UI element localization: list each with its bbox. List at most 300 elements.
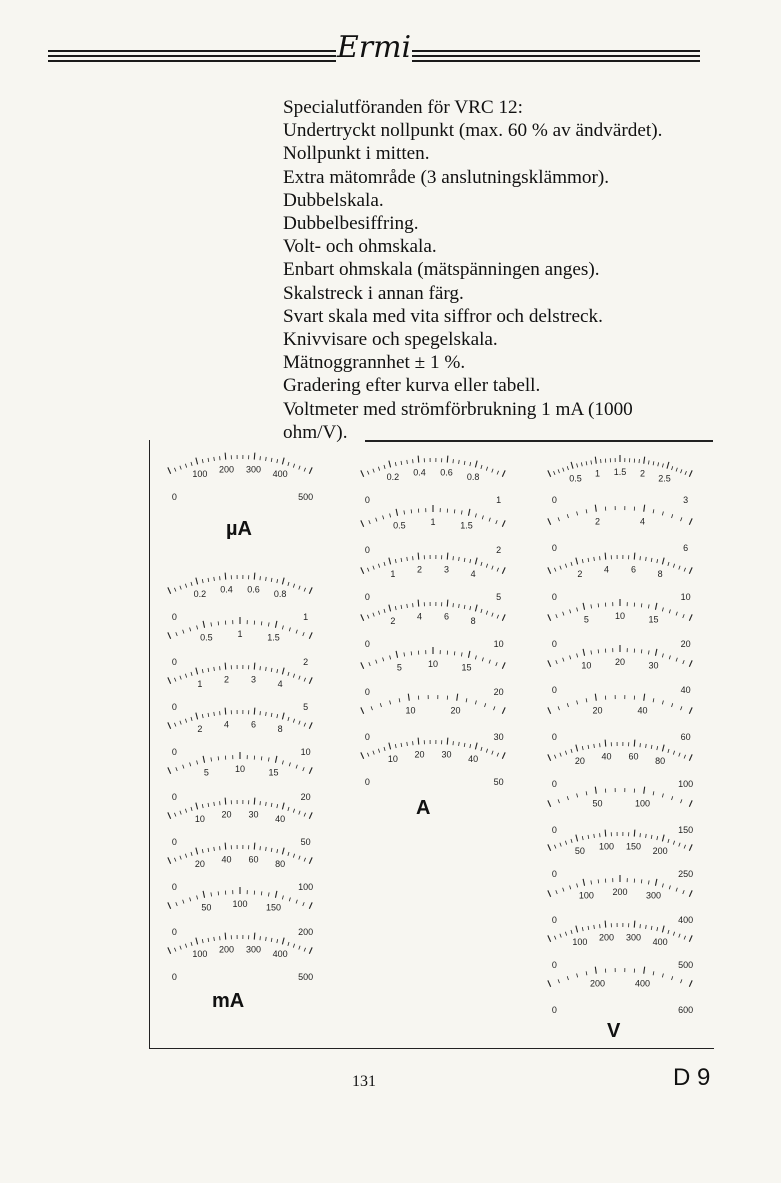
minor-tick — [558, 706, 559, 710]
minor-tick — [218, 756, 219, 760]
minor-tick — [591, 650, 592, 654]
major-tick — [583, 649, 584, 656]
spec-item: Enbart ohmskala (mätspänningen anges). — [283, 259, 600, 281]
major-tick — [548, 844, 551, 850]
major-tick — [275, 756, 276, 763]
scale-tick-label: 3 — [444, 564, 450, 575]
minor-tick — [662, 884, 663, 888]
scale-tick-label: 150 — [678, 824, 694, 835]
minor-tick — [594, 925, 595, 929]
major-tick — [418, 456, 419, 463]
scale-tick-label: 100 — [192, 469, 208, 480]
minor-tick — [668, 562, 669, 566]
minor-tick — [684, 755, 686, 759]
scale-amp-3 — [358, 592, 508, 649]
minor-tick — [588, 835, 589, 839]
major-tick — [389, 558, 391, 565]
scale-tick-label: 60 — [680, 731, 691, 742]
major-tick — [254, 453, 255, 460]
minor-tick — [482, 515, 483, 519]
scale-volt-3 — [545, 592, 695, 649]
major-tick — [548, 660, 551, 666]
scale-tick-label: 300 — [245, 944, 262, 955]
minor-tick — [475, 514, 476, 518]
minor-tick — [296, 630, 297, 634]
scale-tick-label: 50 — [201, 902, 212, 913]
minor-tick — [293, 464, 294, 468]
specs-title: Specialutföranden för VRC 12: — [283, 97, 523, 118]
major-tick — [389, 743, 391, 750]
minor-tick — [565, 932, 566, 936]
minor-tick — [648, 460, 649, 464]
minor-tick — [266, 712, 267, 716]
major-tick — [396, 509, 397, 516]
minor-tick — [180, 946, 181, 950]
scale-tick-label: 100 — [634, 798, 650, 809]
minor-tick — [571, 839, 572, 843]
spec-item: Nollpunkt i mitten. — [283, 143, 430, 165]
minor-tick — [191, 717, 192, 721]
scale-tick-label: 0 — [171, 971, 177, 982]
minor-tick — [554, 755, 556, 759]
scale-tick-label: 8 — [470, 616, 476, 627]
major-tick — [447, 738, 448, 745]
major-tick — [309, 632, 312, 638]
minor-tick — [669, 655, 670, 659]
minor-tick — [185, 584, 186, 588]
scale-tick-label: 200 — [298, 926, 314, 937]
minor-tick — [384, 747, 385, 751]
major-tick — [418, 600, 419, 607]
minor-tick — [673, 841, 674, 845]
scale-tick-label: 0.4 — [413, 467, 426, 478]
scale-tick-label: 400 — [678, 914, 694, 925]
minor-tick — [384, 609, 385, 613]
scale-tick-label: 50 — [592, 798, 603, 809]
scale-tick-label: 20 — [493, 686, 504, 697]
minor-tick — [470, 606, 471, 610]
scale-amp-2 — [358, 545, 508, 602]
scale-tick-label: 10 — [614, 611, 626, 621]
minor-tick — [454, 651, 455, 655]
unit-label-milliamp: mA — [212, 990, 245, 1012]
scale-tick-label: 60 — [628, 751, 639, 762]
scale-tick-label: 100 — [678, 778, 694, 789]
major-tick — [548, 800, 551, 806]
scale-tick-label: 20 — [414, 749, 425, 760]
major-tick — [309, 767, 312, 773]
scale-tick-label: 6 — [683, 542, 689, 553]
minor-tick — [304, 858, 306, 862]
minor-tick — [598, 649, 599, 653]
major-tick — [583, 603, 584, 610]
major-tick — [282, 848, 284, 855]
major-tick — [662, 745, 664, 752]
major-tick — [168, 902, 171, 908]
scale-tick-label: 1 — [197, 679, 203, 690]
minor-tick — [176, 632, 177, 636]
major-tick — [225, 843, 226, 850]
minor-tick — [277, 579, 278, 583]
minor-tick — [383, 515, 384, 519]
minor-tick — [411, 509, 412, 513]
scale-tick-label: 0 — [171, 746, 177, 757]
major-tick — [548, 890, 551, 896]
minor-tick — [567, 976, 568, 980]
minor-tick — [570, 609, 571, 613]
minor-tick — [390, 701, 391, 705]
major-tick — [282, 713, 284, 720]
minor-tick — [676, 468, 677, 472]
major-tick — [361, 662, 364, 668]
scale-tick-label: 0 — [171, 491, 177, 502]
minor-tick — [268, 892, 269, 896]
minor-tick — [582, 559, 583, 563]
minor-tick — [679, 566, 680, 570]
minor-tick — [641, 879, 642, 883]
minor-tick — [261, 621, 262, 625]
minor-tick — [369, 662, 370, 666]
major-tick — [389, 461, 391, 468]
major-tick — [644, 967, 645, 974]
minor-tick — [174, 468, 176, 472]
minor-tick — [288, 942, 289, 946]
minor-tick — [459, 742, 460, 746]
minor-tick — [459, 460, 460, 464]
minor-tick — [202, 804, 203, 808]
minor-tick — [266, 457, 267, 461]
minor-tick — [373, 613, 374, 617]
minor-tick — [481, 609, 482, 613]
minor-tick — [481, 747, 482, 751]
minor-tick — [268, 622, 269, 626]
minor-tick — [202, 669, 203, 673]
major-tick — [644, 457, 645, 464]
scale-volt-5 — [545, 685, 695, 742]
minor-tick — [676, 612, 677, 616]
major-tick — [447, 553, 448, 560]
scale-tick-label: 300 — [646, 890, 662, 901]
minor-tick — [208, 578, 209, 582]
minor-tick — [303, 767, 304, 771]
minor-tick — [183, 630, 184, 634]
minor-tick — [191, 942, 192, 946]
minor-tick — [202, 849, 203, 853]
minor-tick — [588, 745, 589, 749]
major-tick — [168, 632, 171, 638]
minor-tick — [293, 854, 294, 858]
scale-tick-label: 1 — [595, 468, 601, 479]
minor-tick — [208, 458, 209, 462]
minor-tick — [395, 462, 396, 466]
scale-tick-label: 0.6 — [247, 584, 260, 595]
major-tick — [662, 558, 664, 565]
minor-tick — [367, 471, 369, 475]
minor-tick — [668, 749, 669, 753]
scale-tick-label: 6 — [444, 611, 450, 622]
minor-tick — [185, 719, 186, 723]
major-tick — [196, 938, 198, 945]
minor-tick — [211, 757, 212, 761]
scale-tick-label: 2 — [390, 616, 396, 627]
minor-tick — [378, 749, 379, 753]
major-tick — [655, 879, 656, 886]
major-tick — [361, 520, 364, 526]
minor-tick — [411, 651, 412, 655]
major-tick — [457, 694, 458, 701]
minor-tick — [582, 746, 583, 750]
scale-tick-label: 20 — [680, 638, 691, 649]
minor-tick — [684, 936, 686, 940]
minor-tick — [266, 667, 267, 671]
minor-tick — [176, 902, 177, 906]
minor-tick — [293, 809, 294, 813]
minor-tick — [556, 890, 557, 894]
minor-tick — [577, 794, 578, 798]
minor-tick — [466, 698, 467, 702]
scale-tick-label: 10 — [581, 660, 592, 671]
minor-tick — [554, 936, 556, 940]
minor-tick — [497, 753, 499, 757]
minor-tick — [653, 698, 654, 702]
major-tick — [196, 803, 198, 810]
minor-tick — [401, 605, 402, 609]
scale-tick-label: 0 — [171, 611, 177, 622]
major-tick — [502, 520, 505, 526]
minor-tick — [470, 744, 471, 748]
minor-tick — [185, 854, 186, 858]
minor-tick — [304, 813, 306, 817]
scale-tick-label: 2 — [639, 468, 645, 479]
minor-tick — [669, 885, 670, 889]
minor-tick — [401, 743, 402, 747]
minor-tick — [304, 678, 306, 682]
scale-tick-label: 40 — [221, 854, 232, 865]
major-tick — [309, 722, 312, 728]
major-tick — [689, 980, 692, 986]
major-tick — [644, 787, 645, 794]
scale-tick-label: 200 — [598, 932, 615, 943]
minor-tick — [668, 930, 669, 934]
minor-tick — [588, 558, 589, 562]
major-tick — [254, 798, 255, 805]
minor-tick — [485, 703, 486, 707]
minor-tick — [174, 948, 176, 952]
minor-tick — [376, 518, 377, 522]
scale-tick-label: 100 — [192, 949, 208, 960]
major-tick — [576, 745, 578, 752]
major-tick — [225, 453, 226, 460]
minor-tick — [299, 811, 300, 815]
major-tick — [595, 967, 596, 974]
minor-tick — [191, 582, 192, 586]
major-tick — [548, 470, 551, 476]
minor-tick — [646, 834, 647, 838]
minor-tick — [288, 582, 289, 586]
scale-tick-label: 0 — [171, 836, 177, 847]
major-tick — [309, 587, 312, 593]
minor-tick — [586, 971, 587, 975]
minor-tick — [277, 459, 278, 463]
minor-tick — [288, 462, 289, 466]
minor-tick — [475, 701, 476, 705]
scale-tick-label: 40 — [637, 705, 648, 716]
minor-tick — [304, 948, 306, 952]
major-tick — [475, 558, 477, 565]
major-tick — [275, 891, 276, 898]
major-tick — [634, 921, 635, 928]
minor-tick — [461, 510, 462, 514]
scale-amp-6 — [358, 730, 508, 787]
scale-tick-label: 1 — [496, 494, 502, 505]
minor-tick — [211, 892, 212, 896]
scale-tick-label: 40 — [680, 684, 691, 695]
major-tick — [418, 553, 419, 560]
scale-tick-label: 0 — [171, 926, 177, 937]
major-tick — [605, 921, 606, 928]
minor-tick — [570, 655, 571, 659]
minor-tick — [570, 885, 571, 889]
minor-tick — [464, 605, 465, 609]
minor-tick — [662, 654, 663, 658]
major-tick — [309, 467, 312, 473]
scale-tick-label: 200 — [218, 944, 235, 955]
minor-tick — [190, 627, 191, 631]
minor-tick — [662, 464, 663, 468]
major-tick — [571, 462, 573, 469]
minor-tick — [567, 703, 568, 707]
major-tick — [168, 587, 171, 593]
scale-tick-label: 40 — [601, 751, 612, 762]
scale-tick-label: 4 — [223, 719, 229, 730]
major-tick — [168, 947, 171, 953]
minor-tick — [563, 612, 564, 616]
minor-tick — [304, 588, 306, 592]
minor-tick — [567, 796, 568, 800]
scale-tick-label: 50 — [493, 776, 504, 787]
major-tick — [548, 754, 551, 760]
major-tick — [689, 567, 692, 573]
minor-tick — [598, 879, 599, 883]
scale-tick-label: 0.5 — [393, 520, 406, 531]
minor-tick — [676, 658, 677, 662]
minor-tick — [657, 836, 658, 840]
minor-tick — [277, 804, 278, 808]
minor-tick — [218, 621, 219, 625]
scale-tick-label: 250 — [678, 868, 694, 879]
scale-tick-label: 0 — [551, 542, 557, 553]
minor-tick — [681, 979, 682, 983]
minor-tick — [208, 938, 209, 942]
minor-tick — [651, 558, 652, 562]
scale-tick-label: 0 — [551, 914, 557, 925]
minor-tick — [180, 811, 181, 815]
minor-tick — [648, 604, 649, 608]
minor-tick — [404, 510, 405, 514]
major-tick — [595, 694, 596, 701]
minor-tick — [577, 974, 578, 978]
scale-tick-label: 5 — [203, 767, 209, 778]
major-tick — [655, 603, 656, 610]
major-tick — [689, 660, 692, 666]
minor-tick — [282, 761, 283, 765]
scale-tick-label: 1 — [303, 611, 309, 622]
minor-tick — [594, 557, 595, 561]
scale-tick-label: 10 — [194, 814, 205, 825]
minor-tick — [174, 588, 176, 592]
minor-tick — [180, 856, 181, 860]
scale-tick-label: 400 — [272, 469, 288, 480]
major-tick — [225, 933, 226, 940]
minor-tick — [373, 566, 374, 570]
scale-volt-11 — [545, 958, 695, 1015]
scale-tick-label: 10 — [387, 754, 398, 765]
minor-tick — [282, 626, 283, 630]
minor-tick — [266, 802, 267, 806]
minor-tick — [571, 930, 572, 934]
scale-tick-label: 0 — [364, 494, 370, 505]
minor-tick — [383, 657, 384, 661]
minor-tick — [486, 749, 487, 753]
scale-tick-label: 0 — [171, 791, 177, 802]
minor-tick — [588, 926, 589, 930]
minor-tick — [672, 976, 673, 980]
minor-tick — [289, 762, 290, 766]
minor-tick — [582, 836, 583, 840]
minor-tick — [497, 471, 499, 475]
minor-tick — [558, 799, 559, 803]
minor-tick — [404, 652, 405, 656]
scale-tick-label: 60 — [248, 854, 259, 865]
major-tick — [667, 462, 669, 469]
minor-tick — [475, 656, 476, 660]
minor-tick — [214, 667, 215, 671]
major-tick — [225, 798, 226, 805]
minor-tick — [586, 791, 587, 795]
scale-tick-label: 20 — [574, 756, 585, 767]
major-tick — [196, 458, 198, 465]
scale-tick-label: 0 — [551, 731, 557, 742]
minor-tick — [676, 888, 677, 892]
major-tick — [475, 743, 477, 750]
minor-tick — [371, 706, 372, 710]
minor-tick — [367, 568, 369, 572]
minor-tick — [496, 662, 497, 666]
minor-tick — [202, 459, 203, 463]
major-tick — [475, 605, 477, 612]
scale-tick-label: 0.2 — [386, 472, 400, 483]
minor-tick — [190, 762, 191, 766]
scale-tick-label: 80 — [655, 756, 666, 767]
minor-tick — [288, 852, 289, 856]
major-tick — [282, 668, 284, 675]
minor-tick — [208, 803, 209, 807]
major-tick — [605, 740, 606, 747]
major-tick — [254, 573, 255, 580]
minor-tick — [459, 557, 460, 561]
scale-tick-label: 30 — [441, 749, 452, 760]
major-tick — [225, 663, 226, 670]
minor-tick — [563, 658, 564, 662]
minor-tick — [202, 714, 203, 718]
minor-tick — [384, 465, 385, 469]
minor-tick — [197, 761, 198, 765]
minor-tick — [646, 744, 647, 748]
major-tick — [203, 621, 204, 628]
scale-tick-label: 2 — [303, 656, 309, 667]
minor-tick — [489, 660, 490, 664]
minor-tick — [556, 614, 557, 618]
